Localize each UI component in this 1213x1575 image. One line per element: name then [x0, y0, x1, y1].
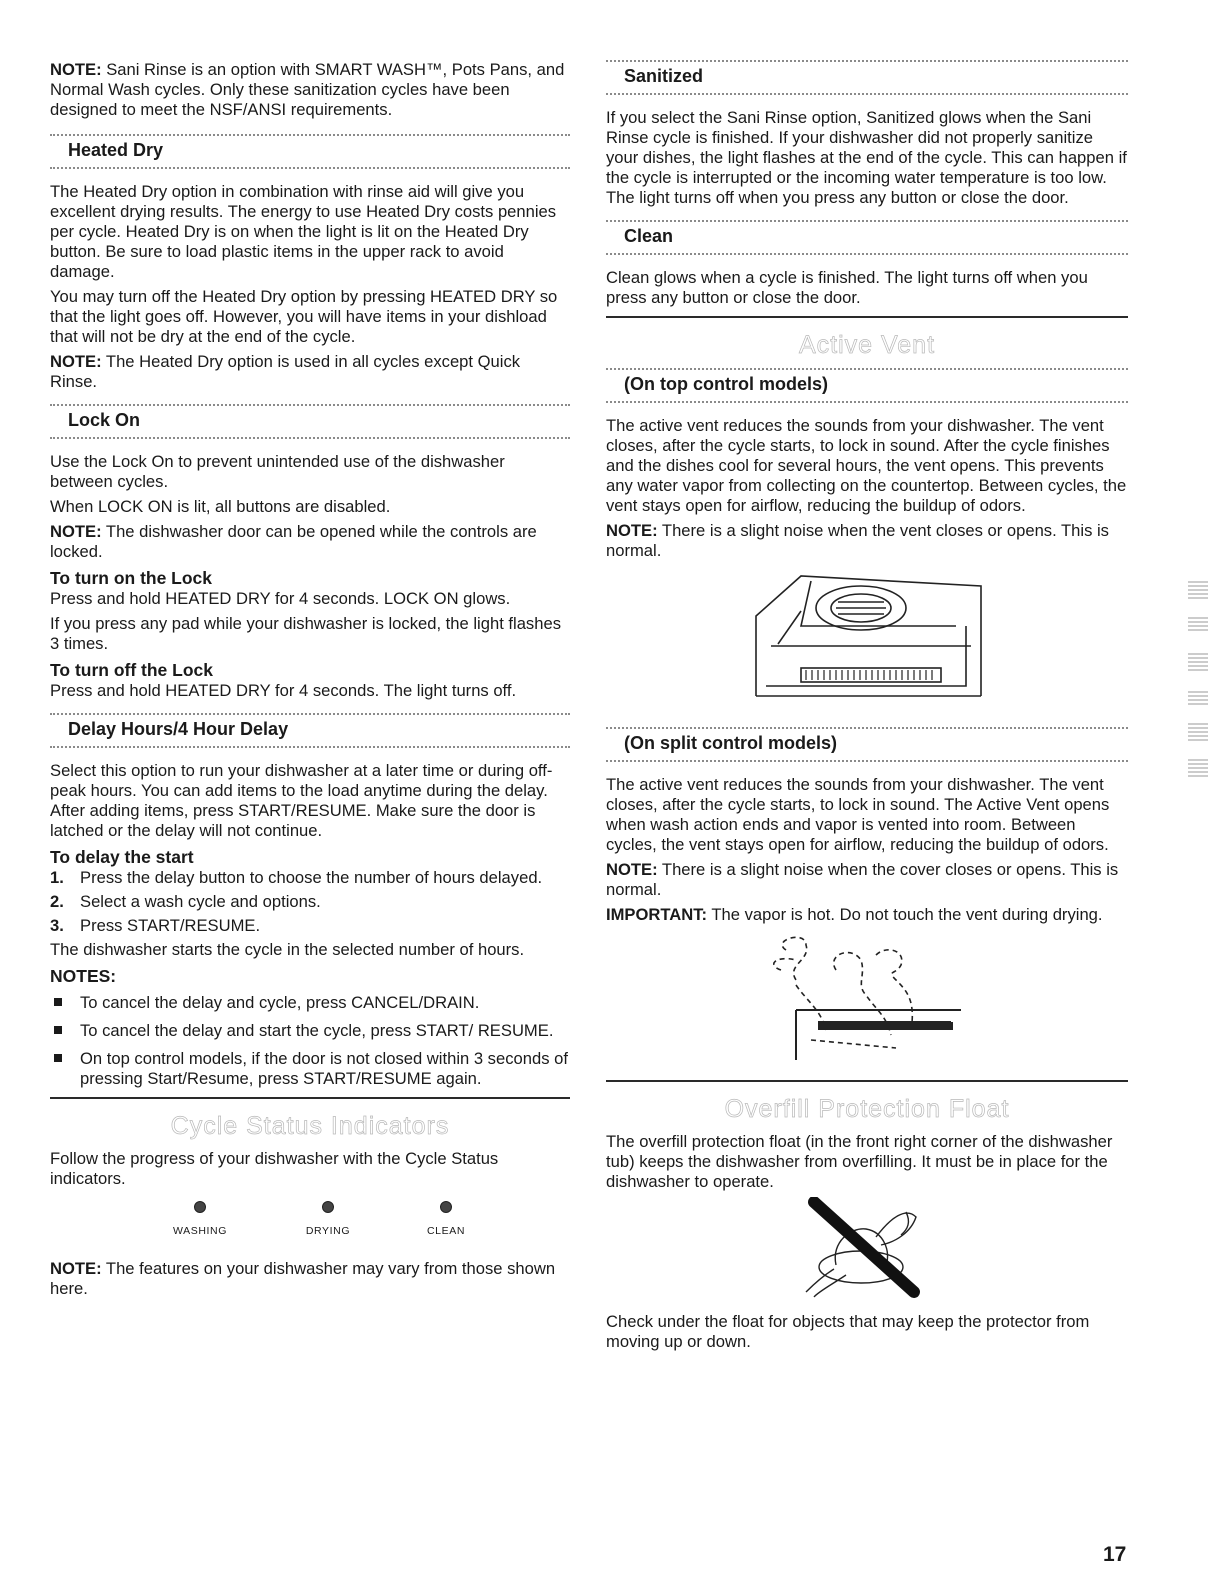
indicator-light-icon	[322, 1201, 334, 1213]
split-control-text: The active vent reduces the sounds from your dishwasher. The vent closes, after the cycle starts, to lock in sound. The Active Vent opens when wash action ends and vapor is vented into room. Between cycles, the vent stays open for airflow, reducing the buildup of odors.	[606, 775, 1110, 854]
sanitized-heading: Sanitized	[606, 60, 1128, 95]
overfill-float-illustration	[606, 1197, 1128, 1307]
overfill-text-2: Check under the float for objects that may keep the protector from moving up or down.	[606, 1312, 1090, 1351]
overfill-title: Overfill Protection Float	[724, 1095, 1010, 1123]
turn-on-lock-text-1: Press and hold HEATED DRY for 4 seconds. LOCK ON glows.	[50, 589, 511, 608]
indicator-light-icon	[440, 1201, 452, 1213]
lock-on-heading: Lock On	[50, 404, 570, 439]
section-divider	[50, 1097, 570, 1099]
list-item: 1. Press the delay button to choose the number of hours delayed.	[50, 868, 543, 887]
delay-notes-list	[50, 993, 570, 1089]
heated-dry-heading: Heated Dry	[50, 134, 570, 169]
top-control-vent-illustration	[606, 566, 1128, 716]
list-item: To cancel the delay and cycle, press CANCEL/DRAIN.	[50, 993, 570, 1013]
clean-indicator: CLEAN	[406, 1201, 486, 1239]
delay-steps	[50, 868, 570, 936]
delay-start-heading: To delay the start	[50, 847, 194, 867]
page-number: 17	[1103, 1543, 1127, 1566]
clean-heading: Clean	[606, 220, 1128, 255]
cycle-status-text: Follow the progress of your dishwasher with the Cycle Status indicators.	[50, 1149, 499, 1188]
top-control-heading: (On top control models)	[606, 368, 1128, 403]
top-control-note: NOTE: There is a slight noise when the vent closes or opens. This is normal.	[606, 521, 1109, 560]
delay-text-2: The dishwasher starts the cycle in the selected number of hours.	[50, 940, 525, 959]
delay-heading: Delay Hours/4 Hour Delay	[50, 713, 570, 748]
washing-indicator: WASHING	[160, 1201, 240, 1239]
heated-dry-text-1: The Heated Dry option in combination with rinse aid will give you excellent drying results. The energy to use Heated Dry costs pennies per cycle. Heated Dry is on when the light is lit on the Heated Dry button. Be sure to load plastic items in the upper rack to avoid damage.	[50, 182, 557, 281]
section-divider	[606, 316, 1128, 318]
turn-on-lock-text-2: If you press any pad while your dishwasher is locked, the light flashes 3 times.	[50, 614, 561, 653]
list-item: To cancel the delay and start the cycle, press START/ RESUME.	[50, 1021, 570, 1041]
list-item: 3. Press START/RESUME.	[50, 916, 261, 935]
drying-indicator: DRYING	[288, 1201, 368, 1239]
delay-notes-heading: NOTES:	[50, 966, 117, 986]
cycle-status-indicators	[50, 1201, 570, 1239]
right-column	[606, 60, 1128, 1357]
cycle-status-note: NOTE: The features on your dishwasher may vary from those shown here.	[50, 1259, 556, 1298]
overfill-text-1: The overfill protection float (in the front right corner of the dishwasher tub) keeps the dishwasher from overfilling. It must be in place for the dishwasher to operate.	[606, 1132, 1113, 1191]
left-column	[50, 60, 570, 1304]
sanitized-text: If you select the Sani Rinse option, Sanitized glows when the Sani Rinse cycle is finished. If your dishwasher did not properly sanitize your dishes, the light flashes at the end of the cycle. This can happen if the cycle is interrupted or the incoming water temperature is too low. The light turns off when you press any button or close the door.	[606, 108, 1127, 207]
heated-dry-text-2: You may turn off the Heated Dry option by pressing HEATED DRY so that the light goes off. However, you will have items in your dishload that will not be dry at the end of the cycle.	[50, 287, 558, 346]
lock-on-text-2: When LOCK ON is lit, all buttons are disabled.	[50, 497, 391, 516]
split-control-heading: (On split control models)	[606, 727, 1128, 762]
delay-text-1: Select this option to run your dishwasher at a later time or during off-peak hours. You can add items to the load anytime during the delay. After adding items, press START/RESUME. Make sure the door is latched or the delay will not continue.	[50, 761, 553, 840]
section-divider	[606, 1080, 1128, 1082]
lock-on-text-1: Use the Lock On to prevent unintended use of the dishwasher between cycles.	[50, 452, 505, 491]
list-item: On top control models, if the door is not closed within 3 seconds of pressing Start/Resume, press START/RESUME again.	[50, 1049, 570, 1089]
side-tab-icon	[1183, 574, 1213, 786]
indicator-light-icon	[194, 1201, 206, 1213]
cycle-status-title: Cycle Status Indicators	[170, 1112, 450, 1140]
turn-off-lock-text: Press and hold HEATED DRY for 4 seconds. The light turns off.	[50, 681, 517, 700]
turn-on-lock-heading: To turn on the Lock	[50, 568, 213, 588]
heated-dry-note: NOTE: The Heated Dry option is used in all cycles except Quick Rinse.	[50, 352, 521, 391]
top-control-text: The active vent reduces the sounds from your dishwasher. The vent closes, after the cycle starts, to lock in sound. After the cycle finishes and the dishes cool for several hours, the vent opens. This prevents any water vapor from collecting on the countertop. Between cycles, the vent stays open for airflow, reducing the buildup of odors.	[606, 416, 1127, 515]
vapor-vent-illustration	[606, 930, 1128, 1065]
turn-off-lock-heading: To turn off the Lock	[50, 660, 213, 680]
lock-on-note: NOTE: The dishwasher door can be opened while the controls are locked.	[50, 522, 537, 561]
intro-note: NOTE: Sani Rinse is an option with SMART WASH™, Pots Pans, and Normal Wash cycles. Only these sanitization cycles have been designed to meet the NSF/ANSI requirements.	[50, 60, 565, 119]
clean-text: Clean glows when a cycle is finished. The light turns off when you press any button or close the door.	[606, 268, 1088, 307]
split-control-note: NOTE: There is a slight noise when the cover closes or opens. This is normal.	[606, 860, 1119, 899]
active-vent-title: Active Vent	[798, 331, 936, 359]
list-item: 2. Select a wash cycle and options.	[50, 892, 321, 911]
important-note: IMPORTANT: The vapor is hot. Do not touch the vent during drying.	[606, 905, 1103, 924]
